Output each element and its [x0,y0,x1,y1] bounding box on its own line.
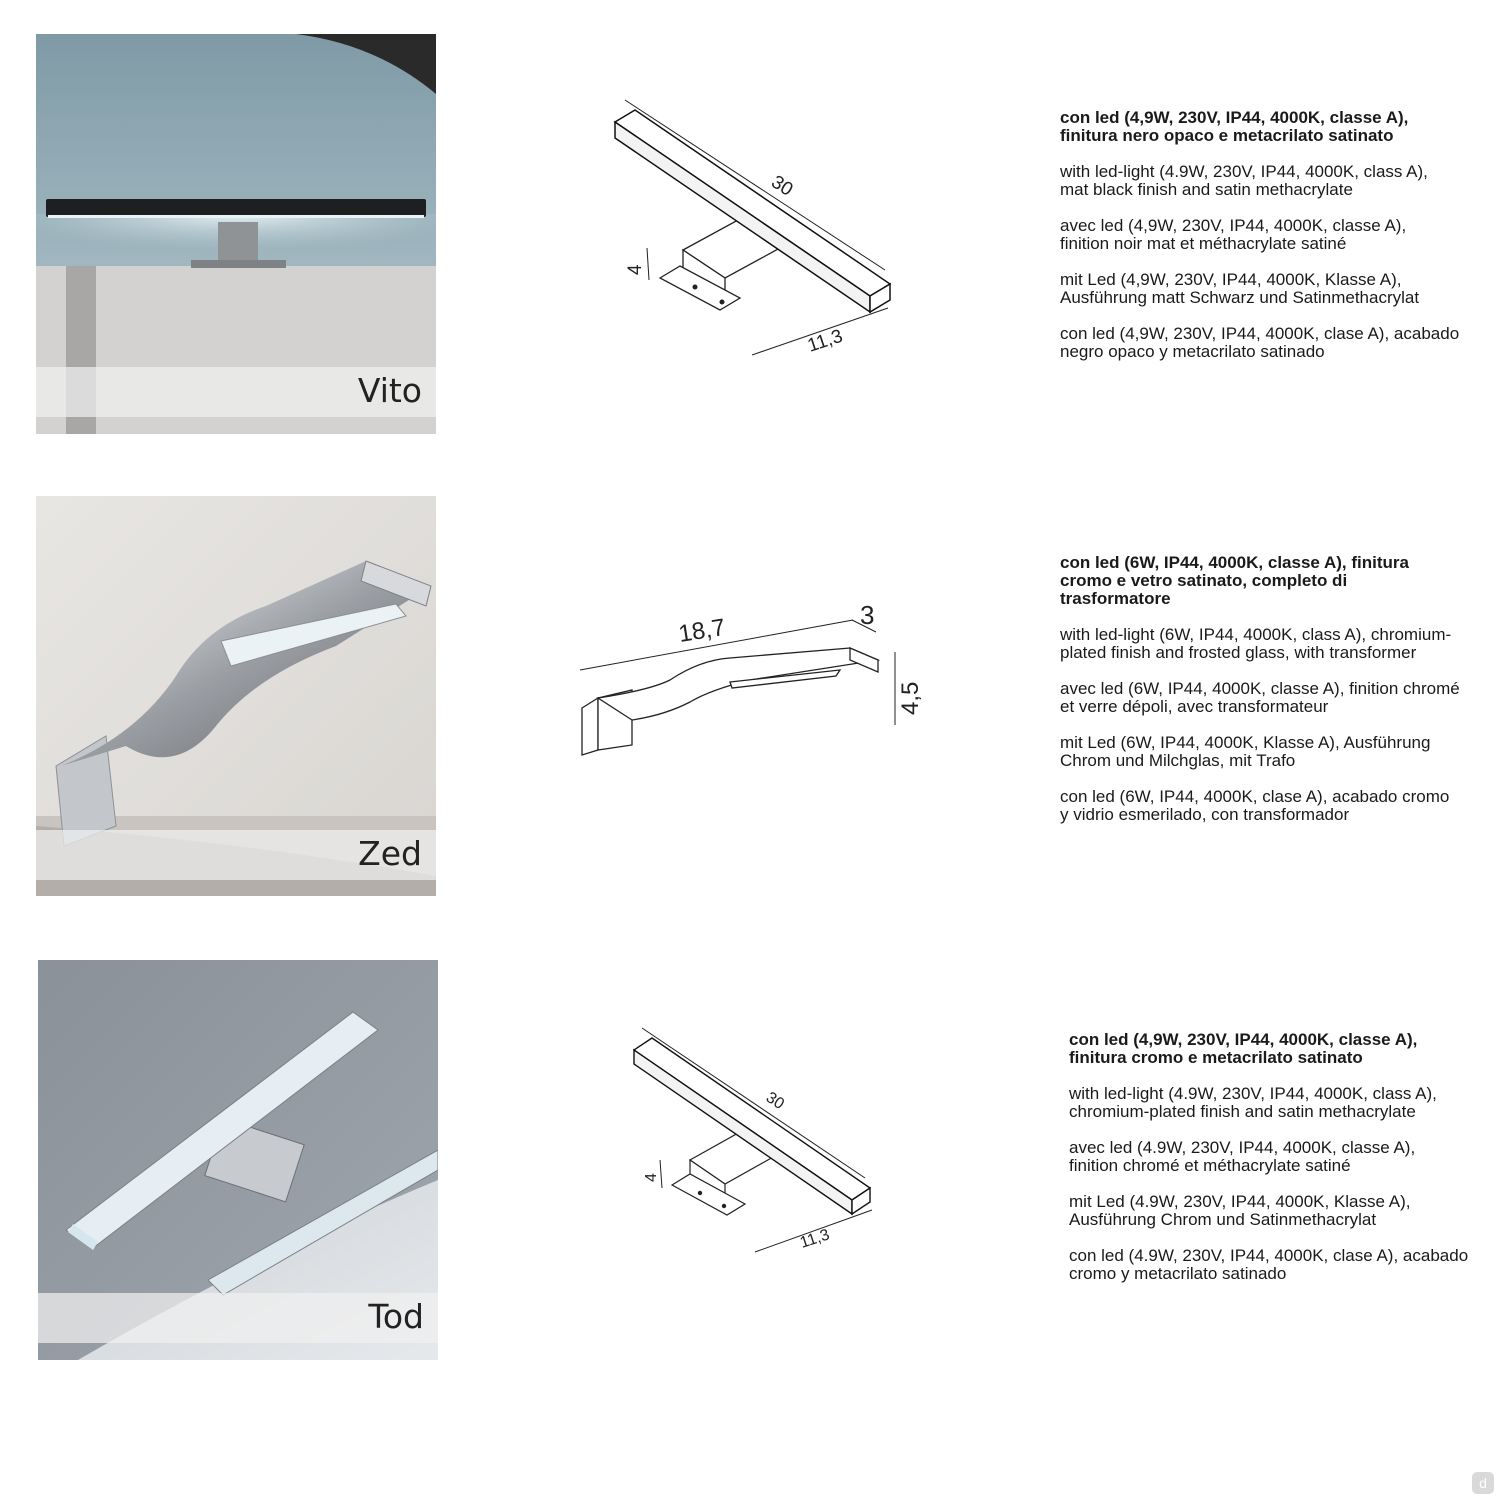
desc-italian: con led (4,9W, 230V, IP44, 4000K, classe A), finitura nero opaco e metacrilato satinato [1060,108,1409,145]
product-name-strip [36,830,436,880]
dimension-depth: 11,3 [805,325,846,357]
dimension-depth: 11,3 [797,1226,832,1252]
desc-english: with led-light (4.9W, 230V, IP44, 4000K, class A), mat black finish and satin methacrylate [1060,162,1428,199]
tod-description [1069,1031,1469,1301]
desc-french: avec led (6W, IP44, 4000K, classe A), finition chromé et verre dépoli, avec transformateur [1060,679,1460,716]
dimension-height: 4,5 [897,681,924,715]
vito-photo [36,34,436,434]
desc-french: avec led (4,9W, 230V, IP44, 4000K, classe A), finition noir mat et méthacrylate satiné [1060,216,1407,253]
desc-german: mit Led (6W, IP44, 4000K, Klasse A), Ausführung Chrom und Milchglas, mit Trafo [1060,733,1431,770]
tod-dimension-drawing [620,1020,890,1270]
dimension-length: 30 [767,171,797,201]
desc-english: with led-light (4.9W, 230V, IP44, 4000K, class A), chromium-plated finish and satin methacrylate [1069,1084,1437,1121]
desc-spanish: con led (4,9W, 230V, IP44, 4000K, clase A), acabado negro opaco y metacrilato satinado [1060,324,1460,361]
dimension-length: 30 [762,1089,788,1114]
product-name-strip [36,367,436,417]
vito-description [1060,109,1460,379]
desc-english: with led-light (6W, IP44, 4000K, class A), chromium-plated finish and frosted glass, with transformer [1060,625,1452,662]
product-name-tod: Tod [368,1297,424,1336]
desc-german: mit Led (4,9W, 230V, IP44, 4000K, Klasse A), Ausführung matt Schwarz und Satinmethacrylat [1060,270,1420,307]
product-name-strip [38,1293,438,1343]
zed-dimension-drawing [570,590,940,770]
dimension-length: 18,7 [676,613,728,648]
desc-spanish: con led (6W, IP44, 4000K, clase A), acabado cromo y vidrio esmerilado, con transformador [1060,787,1450,824]
desc-italian: con led (4,9W, 230V, IP44, 4000K, classe A), finitura cromo e metacrilato satinato [1069,1030,1418,1067]
d-logo-icon: d [1472,1472,1494,1494]
dimension-depth: 3 [860,600,875,630]
desc-spanish: con led (4.9W, 230V, IP44, 4000K, clase A), acabado cromo y metacrilato satinado [1069,1246,1469,1283]
dimension-height: 4 [625,264,646,275]
desc-german: mit Led (4.9W, 230V, IP44, 4000K, Klasse A), Ausführung Chrom und Satinmethacrylat [1069,1192,1411,1229]
desc-italian: con led (6W, IP44, 4000K, classe A), finitura cromo e vetro satinato, completo di trasformatore [1060,553,1409,608]
zed-description [1060,554,1460,842]
zed-photo [36,496,436,896]
desc-french: avec led (4.9W, 230V, IP44, 4000K, classe A), finition chromé et méthacrylate satiné [1069,1138,1416,1175]
vito-dimension-drawing [600,90,900,370]
tod-photo [38,960,438,1360]
dimension-height: 4 [643,1173,660,1182]
product-name-zed: Zed [358,834,422,873]
product-name-vito: Vito [357,371,422,410]
